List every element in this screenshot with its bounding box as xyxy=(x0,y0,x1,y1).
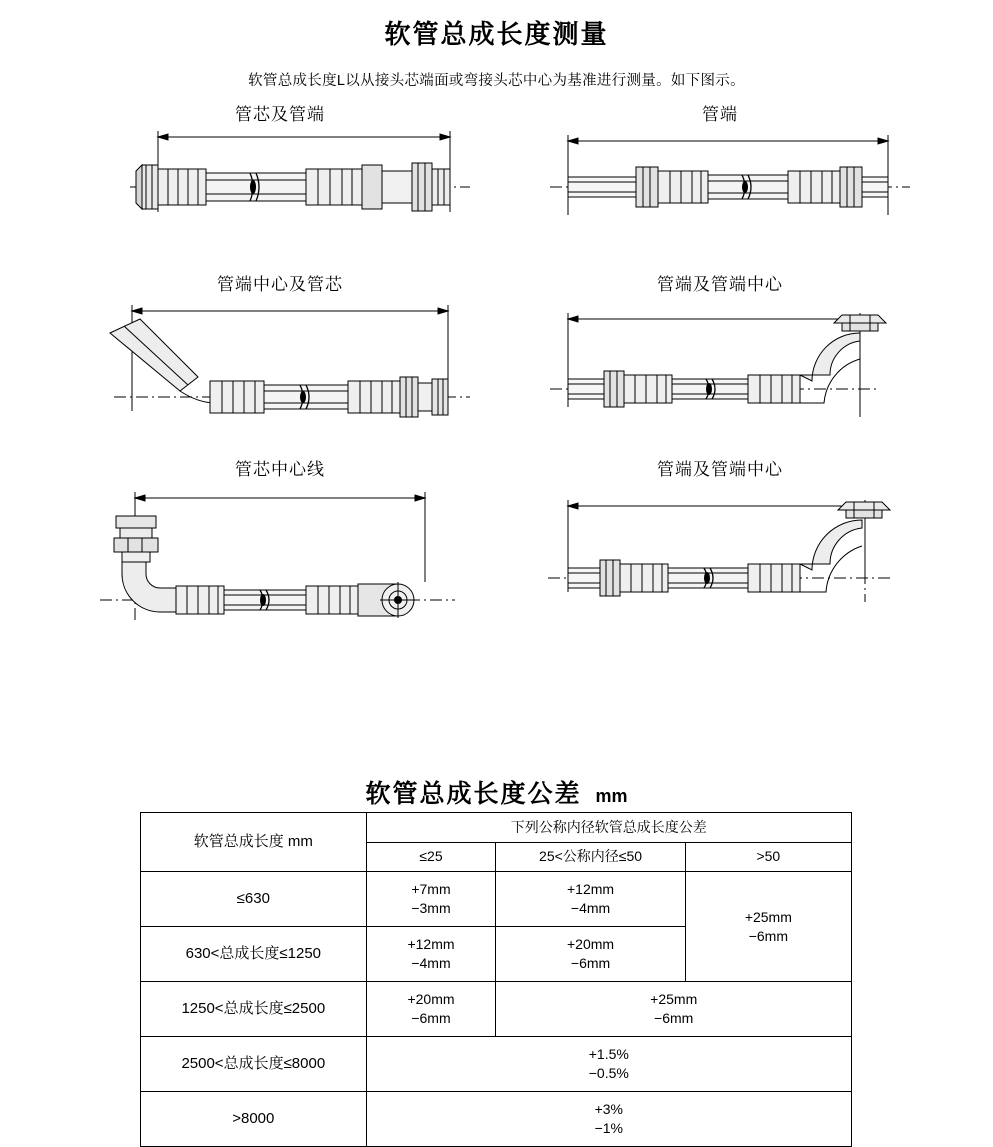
table-row xyxy=(141,872,852,927)
row-1-col-3-lower: −6mm xyxy=(748,927,788,944)
figure-5-drawing xyxy=(80,482,480,647)
intro-text: 软管总成长度L以从接头芯端面或弯接头芯中心为基准进行测量。如下图示。 xyxy=(248,73,745,89)
table-row xyxy=(141,1037,852,1092)
row-2-col-2-upper: +20mm xyxy=(567,936,615,953)
header-col-1: ≤25 xyxy=(366,842,496,872)
tolerance-title-text: 软管总成长度公差 xyxy=(365,780,582,808)
figure-6 xyxy=(520,455,920,647)
figure-3-drawing xyxy=(80,297,480,457)
row-5-merged-lower: −1% xyxy=(594,1120,624,1136)
row-3-merged xyxy=(496,982,852,1037)
figure-6-drawing xyxy=(520,482,920,647)
row-4-merged-lower: −0.5% xyxy=(588,1065,629,1081)
row-5-merged-upper: +3% xyxy=(594,1101,624,1118)
row-1-col-1 xyxy=(366,872,496,927)
row-2-col-2-lower: −6mm xyxy=(570,955,611,971)
tolerance-unit: mm xyxy=(595,786,628,806)
row-label-2: 630<总成长度≤1250 xyxy=(141,927,367,982)
figure-6-caption: 管端及管端中心 xyxy=(657,460,783,479)
figure-3-caption: 管端中心及管芯 xyxy=(217,275,343,294)
table-row xyxy=(141,1092,852,1147)
figure-2-caption: 管端 xyxy=(702,105,738,124)
page-root xyxy=(0,14,993,1136)
row-3-col-1-upper: +20mm xyxy=(407,991,455,1008)
figure-1 xyxy=(80,100,480,252)
header-group: 下列公称内径软管总成长度公差 xyxy=(366,813,851,843)
page-title: 软管总成长度测量 xyxy=(384,19,609,49)
table-header-row-1 xyxy=(141,813,852,843)
header-col-2: 25<公称内径≤50 xyxy=(496,842,685,872)
row-2-col-1 xyxy=(366,927,496,982)
figure-1-caption: 管芯及管端 xyxy=(235,105,325,124)
row-1-col-1-upper: +7mm xyxy=(411,881,451,898)
row-3-merged-upper: +25mm xyxy=(650,991,698,1008)
figure-5-caption: 管芯中心线 xyxy=(235,460,325,479)
row-1-col-1-lower: −3mm xyxy=(411,900,451,916)
row-4-merged-upper: +1.5% xyxy=(588,1046,629,1063)
row-5-merged xyxy=(366,1092,851,1147)
figure-3 xyxy=(80,270,480,457)
row-1-col-3-upper: +25mm xyxy=(744,908,792,925)
row-label-4: 2500<总成长度≤8000 xyxy=(141,1037,367,1092)
row-2-col-1-lower: −4mm xyxy=(411,955,451,971)
row-3-col-1-lower: −6mm xyxy=(411,1010,451,1026)
row-4-merged xyxy=(366,1037,851,1092)
row-1-col-2 xyxy=(496,872,685,927)
row-label-1: ≤630 xyxy=(141,872,367,927)
table-row xyxy=(141,982,852,1037)
row-label-3: 1250<总成长度≤2500 xyxy=(141,982,367,1037)
figure-4 xyxy=(520,270,920,457)
tolerance-title xyxy=(0,774,993,810)
figure-5 xyxy=(80,455,480,647)
row-1-col-2-upper: +12mm xyxy=(567,881,615,898)
figure-2-drawing xyxy=(520,127,920,252)
row-3-merged-lower: −6mm xyxy=(654,1010,694,1026)
row-1-col-2-lower: −4mm xyxy=(570,900,611,916)
row-label-5: >8000 xyxy=(141,1092,367,1147)
row-3-col-1 xyxy=(366,982,496,1037)
row-2-col-2 xyxy=(496,927,685,982)
row-1-col-3 xyxy=(685,872,851,982)
header-col-3: >50 xyxy=(685,842,851,872)
figure-4-drawing xyxy=(520,297,920,457)
tolerance-table xyxy=(140,812,852,1147)
figure-2 xyxy=(520,100,920,252)
header-length-col: 软管总成长度 mm xyxy=(141,813,367,872)
figure-1-drawing xyxy=(80,127,480,252)
figure-4-caption: 管端及管端中心 xyxy=(657,275,783,294)
row-2-col-1-upper: +12mm xyxy=(407,936,455,953)
